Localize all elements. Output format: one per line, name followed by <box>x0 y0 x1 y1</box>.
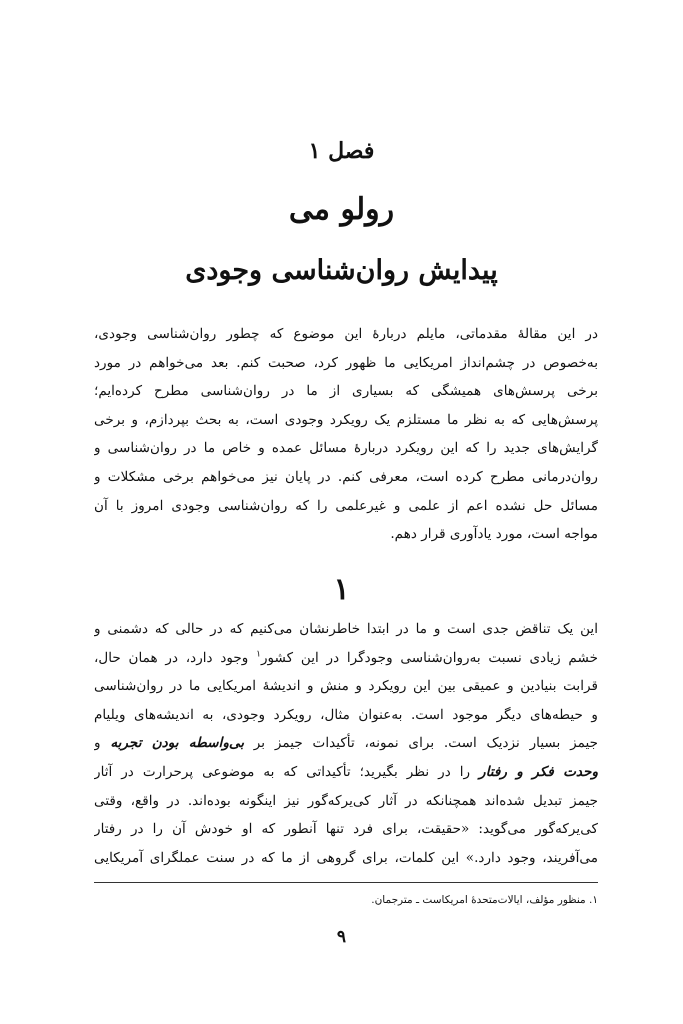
text-run: وجود دارد، در همان حال، <box>94 649 257 666</box>
text-line <box>94 758 598 787</box>
text-line: به‌خصوص در چشم‌انداز امریکایی ما ظهور کرد، صحبت کنم. بعد می‌خواهم در مورد <box>94 354 598 371</box>
footnote: ۱. منظور مؤلف، ایالات‌متحدهٔ امریکاست ـ مترجمان. <box>371 894 598 906</box>
text-line: می‌آفریند، وجود دارد.» این کلمات، برای گروهی از ما که در سنت عملگرای آمریکایی <box>94 849 598 866</box>
emphasis-immediacy-of-experience: بی‌واسطه بودن تجربه <box>110 735 245 752</box>
text-line: و حیطه‌های دیگر موجود است. به‌عنوان مثال، رویکرد وجودی، به اندیشه‌های ویلیام <box>94 706 598 723</box>
section-number: ۱ <box>333 572 350 607</box>
text-line: پرسش‌هایی که به نظر ما مستلزم یک رویکرد وجودی است، به بحث بپردازم، و برخی <box>94 411 598 428</box>
text-line: مسائل حل نشده اعم از علمی و غیرعلمی را که روان‌شناسی وجودی امروز با آن <box>94 497 598 514</box>
text-line: روان‌درمانی مطرح کرده است، معرفی کنم. در پایان نیز می‌خواهم برخی مشکلات و <box>94 468 598 485</box>
footnote-marker: ۱ <box>256 649 261 660</box>
text-line <box>94 729 598 758</box>
author-name: رولو می <box>288 192 395 227</box>
footnote-divider <box>94 882 598 883</box>
text-line: جیمز تبدیل شده‌اند همچنانکه در آثار کی‌یرکه‌گور نیز اینگونه بوده‌اند. در واقع، وقتی <box>94 792 598 809</box>
chapter-label: فصل ۱ <box>308 138 375 164</box>
text-run: و <box>94 735 111 752</box>
chapter-title: پیدایش روان‌شناسی وجودی <box>185 255 498 286</box>
text-line: برخی پرسش‌های همیشگی که بسیاری از ما در روان‌شناسی مطرح کرده‌ایم؛ <box>94 383 598 400</box>
emphasis-unity-of-thought-and-action: وحدت فکر و رفتار <box>479 763 598 780</box>
body-paragraph <box>94 615 598 872</box>
text-run: خشم زیادی نسبت به‌روان‌شناسی وجودگرا در این کشور <box>260 649 598 666</box>
text-line: این یک تناقض جدی است و ما در ابتدا خاطرنشان می‌کنیم که در حالی که دشمنی و <box>94 621 598 637</box>
page-number: ۹ <box>336 927 347 947</box>
intro-paragraph <box>94 320 598 549</box>
text-line: قرابت بنیادین و عمیقی بین این رویکرد و منش و اندیشهٔ امریکایی ما در روان‌شناسی <box>94 678 598 695</box>
text-line: کی‌یرکه‌گور می‌گوید: «حقیقت، برای فرد تنها آنطور که او خودش آن را در رفتار <box>94 821 598 838</box>
text-line <box>94 644 598 673</box>
text-line: مواجه است، مورد یادآوری قرار دهم. <box>390 526 598 543</box>
text-run: جیمز بسیار نزدیک است. برای نمونه، تأکیدات جیمز بر <box>244 735 598 752</box>
text-line: در این مقالهٔ مقدماتی، مایلم دربارهٔ این موضوع که چطور روان‌شناسی وجودی، <box>94 326 598 342</box>
text-run: را در نظر بگیرید؛ تأکیداتی که به موضوعی پرحرارت در آثار <box>94 763 480 780</box>
text-line: گرایش‌های جدید را که این رویکرد دربارهٔ مسائل عمده و خاص ما در روان‌شناسی و <box>94 440 598 457</box>
